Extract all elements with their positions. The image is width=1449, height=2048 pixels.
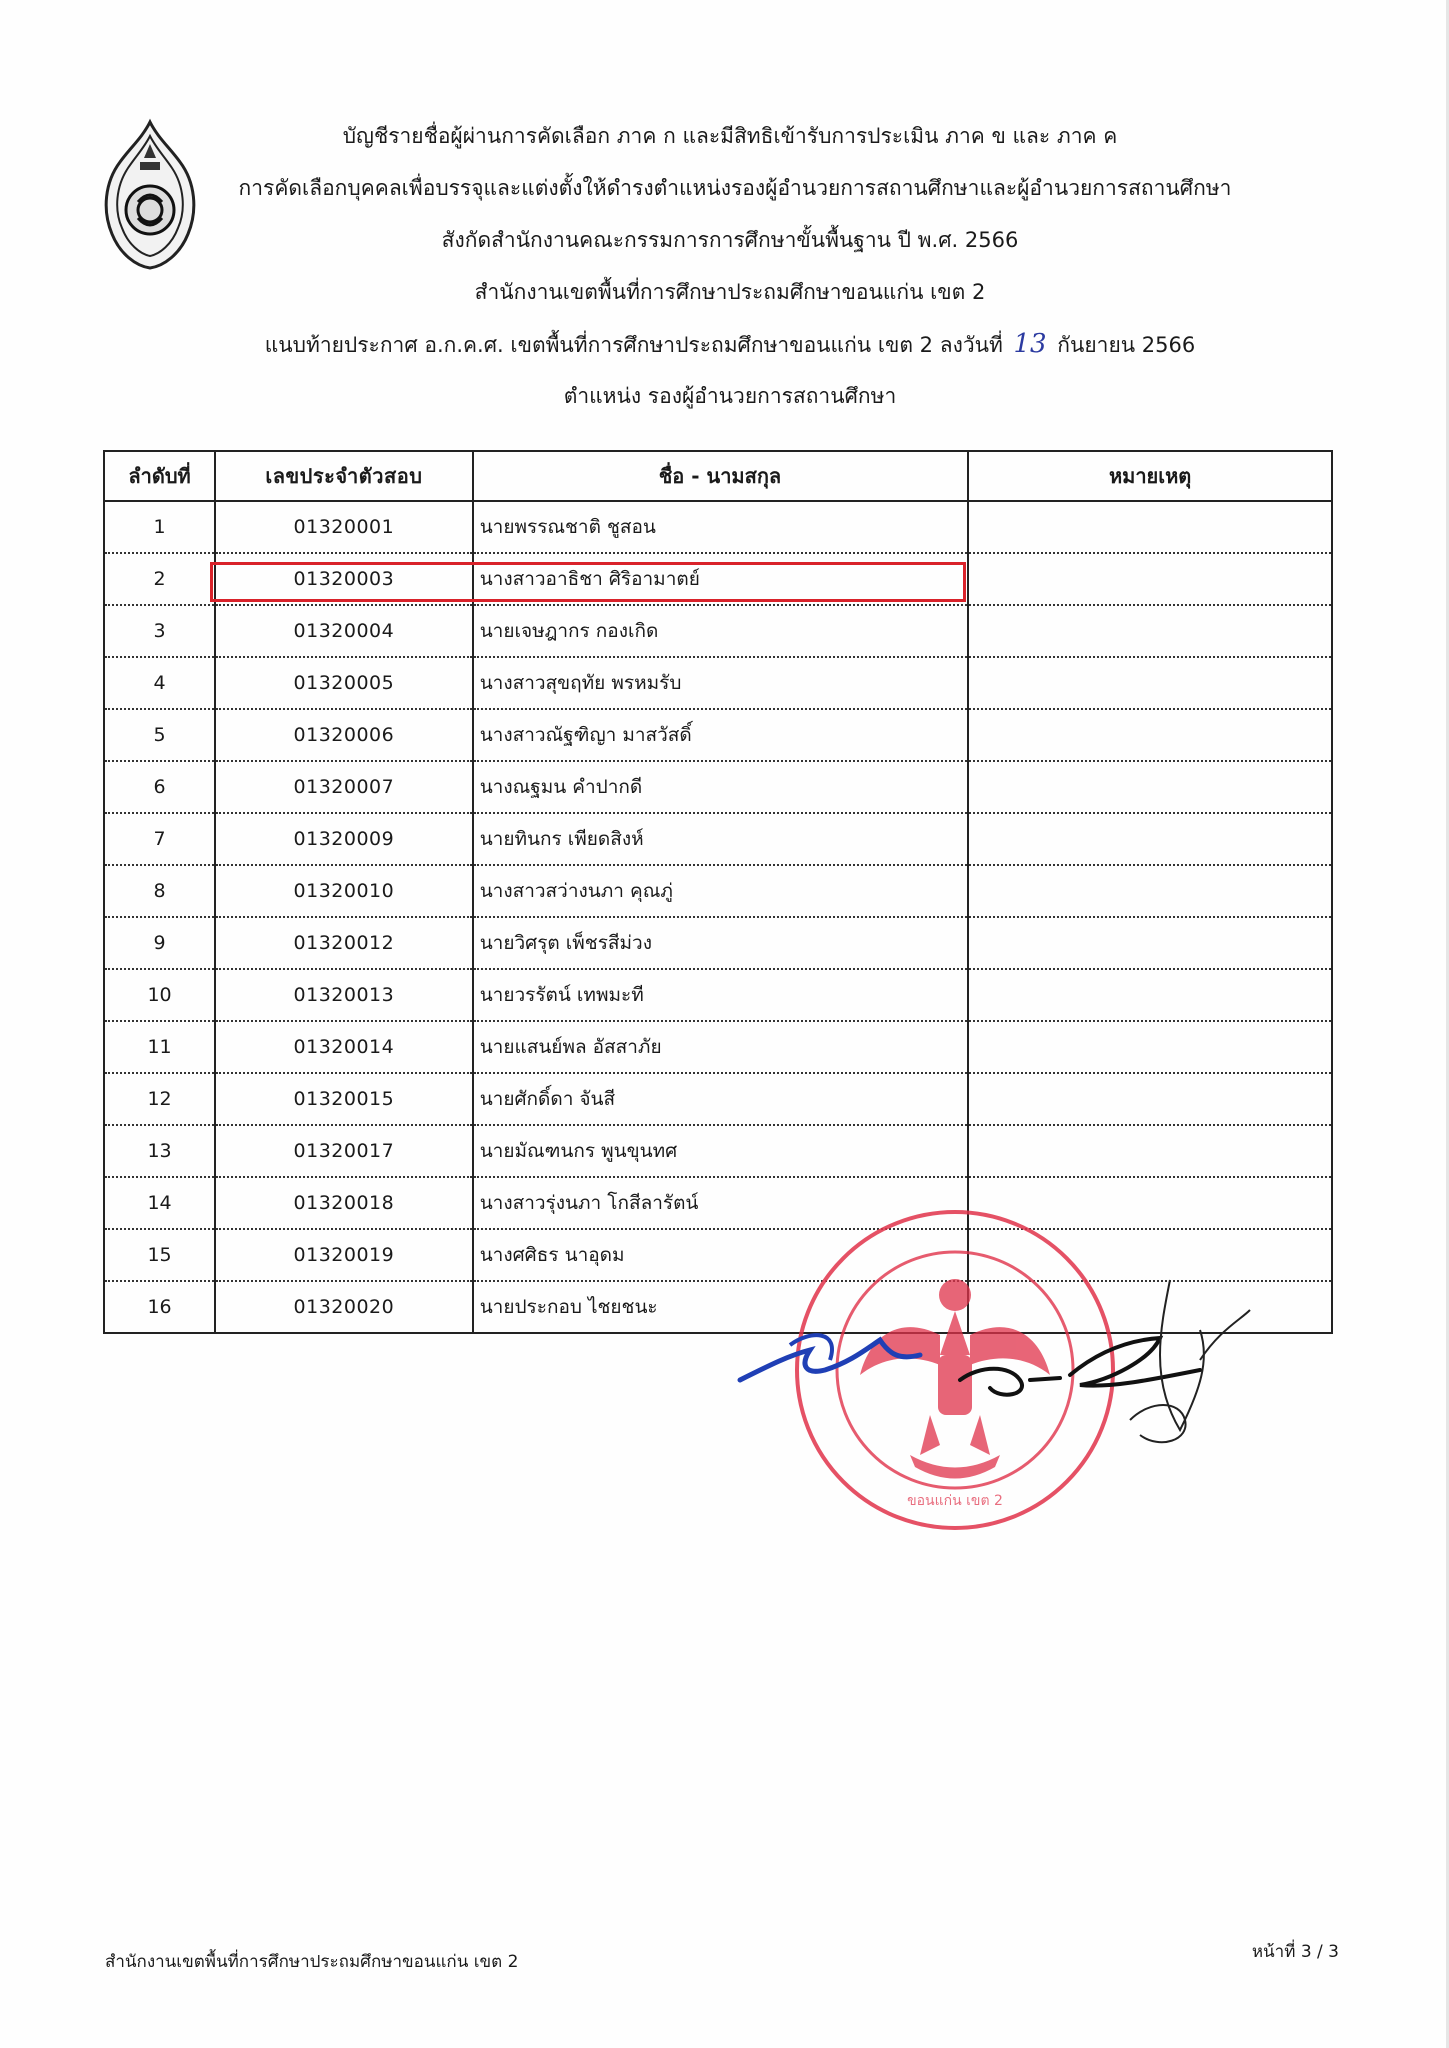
table-body <box>104 501 1332 1333</box>
cell-no: 16 <box>104 1281 215 1333</box>
cell-exam-id: 01320001 <box>215 501 473 553</box>
cell-no: 2 <box>104 553 215 605</box>
announcement-month-year: กันยายน 2566 <box>1057 333 1196 357</box>
cell-note <box>968 501 1332 553</box>
cell-note <box>968 1021 1332 1073</box>
cell-note <box>968 657 1332 709</box>
table-row <box>104 1073 1332 1125</box>
cell-exam-id: 01320006 <box>215 709 473 761</box>
cell-note <box>968 605 1332 657</box>
cell-name: นายศักดิ์ดา จันสี <box>473 1073 969 1125</box>
candidate-table-wrap <box>103 450 1333 1334</box>
table-row <box>104 1177 1332 1229</box>
column-header-name: ชื่อ - นามสกุล <box>473 451 969 501</box>
cell-note <box>968 813 1332 865</box>
announcement-day-handwritten: 13 <box>1013 329 1047 359</box>
header-line-4: สำนักงานเขตพื้นที่การศึกษาประถมศึกษาขอนแก่น เขต 2 <box>474 280 986 304</box>
cell-name: นายมัณฑนกร พูนขุนทศ <box>473 1125 969 1177</box>
header-line-2: การคัดเลือกบุคคลเพื่อบรรจุและแต่งตั้งให้ดำรงตำแหน่งรองผู้อำนวยการสถานศึกษาและผู้อำนวยการสถานศึกษา <box>238 176 1232 200</box>
cell-exam-id: 01320017 <box>215 1125 473 1177</box>
cell-note <box>968 709 1332 761</box>
cell-name: นางสาวสุขฤทัย พรหมรับ <box>473 657 969 709</box>
cell-note <box>968 1073 1332 1125</box>
cell-no: 4 <box>104 657 215 709</box>
cell-name: นายแสนย์พล อัสสาภัย <box>473 1021 969 1073</box>
cell-name: นางสาวอาธิชา ศิริอามาตย์ <box>473 553 969 605</box>
cell-no: 6 <box>104 761 215 813</box>
cell-exam-id: 01320003 <box>215 553 473 605</box>
page-number: หน้าที่ 3 / 3 <box>1251 1942 1339 1962</box>
cell-name: นางสาวณัฐฑิญา มาสวัสดิ์ <box>473 709 969 761</box>
cell-note <box>968 1125 1332 1177</box>
cell-name: นายวิศรุต เพ็ชรสีม่วง <box>473 917 969 969</box>
cell-no: 12 <box>104 1073 215 1125</box>
header-line-1: บัญชีรายชื่อผู้ผ่านการคัดเลือก ภาค ก และมีสิทธิเข้ารับการประเมิน ภาค ข และ ภาค ค <box>342 124 1118 148</box>
cell-exam-id: 01320012 <box>215 917 473 969</box>
signature-icon <box>730 1270 1270 1470</box>
table-row <box>104 1021 1332 1073</box>
cell-name: นายเจษฎากร กองเกิด <box>473 605 969 657</box>
cell-note <box>968 969 1332 1021</box>
cell-exam-id: 01320004 <box>215 605 473 657</box>
cell-no: 11 <box>104 1021 215 1073</box>
header-line-3: สังกัดสำนักงานคณะกรรมการการศึกษาขั้นพื้นฐาน ปี พ.ศ. 2566 <box>441 228 1019 252</box>
candidate-table <box>103 450 1333 1334</box>
cell-no: 14 <box>104 1177 215 1229</box>
table-row <box>104 969 1332 1021</box>
cell-name: นายพรรณชาติ ชูสอน <box>473 501 969 553</box>
cell-note <box>968 761 1332 813</box>
cell-name: นายประกอบ ไชยชนะ <box>473 1281 969 1333</box>
table-row <box>104 709 1332 761</box>
cell-no: 8 <box>104 865 215 917</box>
cell-note <box>968 865 1332 917</box>
cell-name: นางณฐมน คำปากดี <box>473 761 969 813</box>
cell-exam-id: 01320010 <box>215 865 473 917</box>
table-row <box>104 917 1332 969</box>
cell-no: 15 <box>104 1229 215 1281</box>
cell-exam-id: 01320018 <box>215 1177 473 1229</box>
table-row <box>104 761 1332 813</box>
column-header-note: หมายเหตุ <box>968 451 1332 501</box>
cell-note <box>968 553 1332 605</box>
announcement-prefix: แนบท้ายประกาศ อ.ก.ค.ศ. เขตพื้นที่การศึกษาประถมศึกษาขอนแก่น เขต 2 ลงวันที่ <box>264 333 1003 357</box>
cell-exam-id: 01320007 <box>215 761 473 813</box>
table-row <box>104 553 1332 605</box>
cell-name: นางสาวรุ่งนภา โกสีลารัตน์ <box>473 1177 969 1229</box>
cell-exam-id: 01320013 <box>215 969 473 1021</box>
cell-no: 9 <box>104 917 215 969</box>
column-header-exam-id: เลขประจำตัวสอบ <box>215 451 473 501</box>
cell-name: นางสาวสว่างนภา คุณภู่ <box>473 865 969 917</box>
cell-no: 13 <box>104 1125 215 1177</box>
table-header-row <box>104 451 1332 501</box>
table-row <box>104 813 1332 865</box>
cell-no: 7 <box>104 813 215 865</box>
cell-exam-id: 01320020 <box>215 1281 473 1333</box>
cell-no: 1 <box>104 501 215 553</box>
cell-no: 5 <box>104 709 215 761</box>
table-row <box>104 865 1332 917</box>
cell-name: นายวรรัตน์ เทพมะที <box>473 969 969 1021</box>
cell-name: นายทินกร เพียดสิงห์ <box>473 813 969 865</box>
cell-no: 3 <box>104 605 215 657</box>
header-line-5 <box>160 330 1300 359</box>
cell-note <box>968 917 1332 969</box>
cell-exam-id: 01320005 <box>215 657 473 709</box>
table-row <box>104 501 1332 553</box>
cell-exam-id: 01320014 <box>215 1021 473 1073</box>
cell-exam-id: 01320015 <box>215 1073 473 1125</box>
cell-name: นางศศิธร นาอุดม <box>473 1229 969 1281</box>
cell-no: 10 <box>104 969 215 1021</box>
position-title: ตำแหน่ง รองผู้อำนวยการสถานศึกษา <box>563 384 897 408</box>
table-row <box>104 657 1332 709</box>
table-row <box>104 605 1332 657</box>
cell-exam-id: 01320019 <box>215 1229 473 1281</box>
footer-office-name: สำนักงานเขตพื้นที่การศึกษาประถมศึกษาขอนแก่น เขต 2 <box>105 1952 519 1972</box>
cell-exam-id: 01320009 <box>215 813 473 865</box>
column-header-no: ลำดับที่ <box>104 451 215 501</box>
svg-text:ขอนแก่น เขต 2: ขอนแก่น เขต 2 <box>907 1493 1003 1509</box>
table-row <box>104 1125 1332 1177</box>
